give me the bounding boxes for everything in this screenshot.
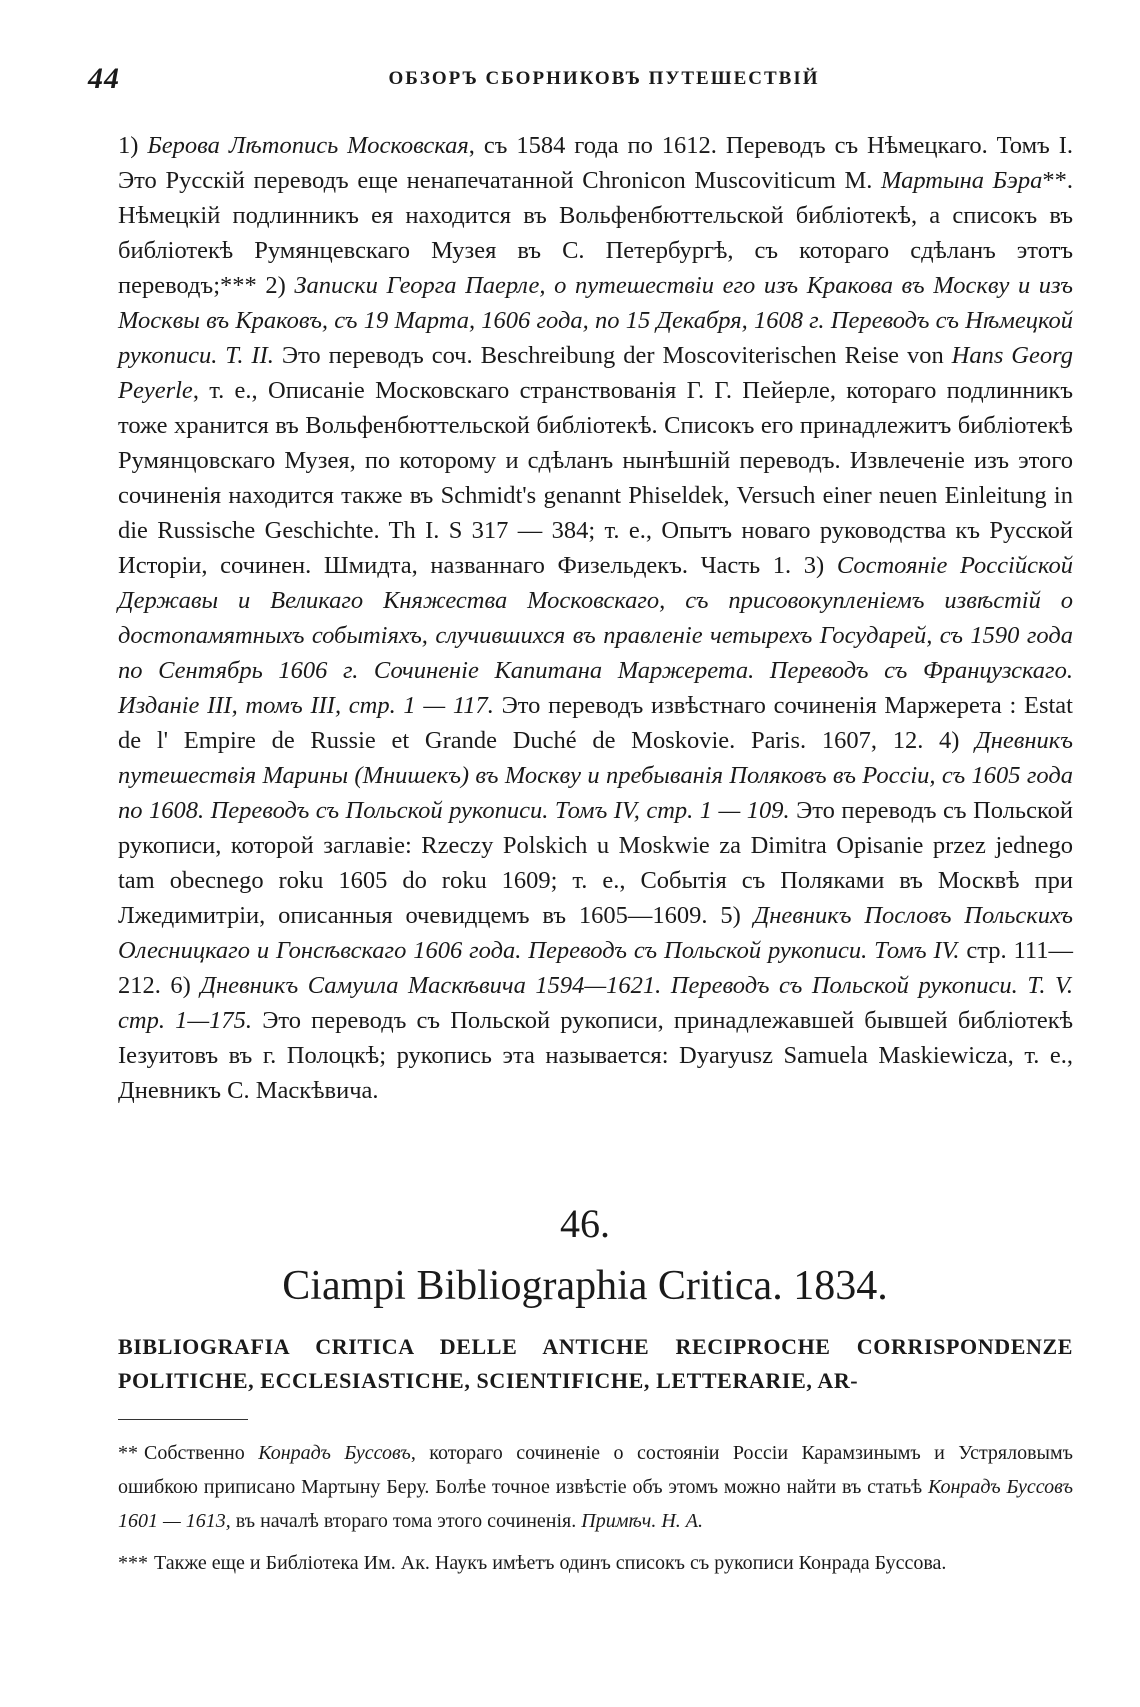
- body-italic-segment: Мартына Бэра: [881, 167, 1043, 194]
- body-italic-segment: Hans Georg Peyerle: [118, 342, 1074, 404]
- footnote-2: [118, 1546, 1073, 1580]
- body-italic-segment: Дневникъ Пословъ Польскихъ Олесницкаго и Гонсѣвскаго 1606 года. Переводъ съ Польской рукописи. Томъ IV.: [118, 902, 1073, 964]
- body-text-segment: Это переводъ съ Польской рукописи, которой заглавіе: Rzeczy Polskich u Moskwie za Dimitra Opisanie przez jednego tam obecnego roku 1605 do roku 1609; т. е., Событія съ Поляками въ Москвѣ при Лжедимитріи, описанныя очевидцемъ въ 1605—1609. 5): [118, 797, 1073, 929]
- page-number: 44: [88, 62, 120, 95]
- footnote-marker: **: [118, 1442, 138, 1464]
- body-italic-segment: Записки Георга Паерле, о путешествіи его изъ Кракова въ Москву и изъ Москвы въ Краковъ, съ 19 Марта, 1606 года, по 15 Декабря, 1608 г. Переводъ съ Нѣмецкой рукописи. Т. II.: [118, 272, 1074, 369]
- main-paragraph: [118, 128, 1073, 1108]
- body-italic-segment: Дневникъ путешествія Марины (Мнишекъ) въ Москву и пребыванія Поляковъ въ Россіи, съ 1605 года по 1608. Переводъ съ Польской рукописи. Томъ IV, стр. 1 — 109.: [118, 727, 1073, 824]
- body-text-segment: стр. 111—212. 6): [118, 937, 1073, 999]
- footnote-italic-segment: Конрадъ Буссовъ 1601 — 1613,: [118, 1476, 1073, 1532]
- footnote-italic-segment: Примѣч. Н. А.: [581, 1510, 703, 1532]
- footnote-italic-segment: Конрадъ Буссовъ: [258, 1442, 411, 1464]
- body-italic-segment: Состояніе Россійской Державы и Великаго Княжества Московскаго, съ присовокупленіемъ извѣстій о достопамятныхъ событіяхъ, случившихся въ правленіе четырехъ Государей, съ 1590 года по Сентябрь 1606 г. Сочиненіе Капитана Маржерета. Переводъ съ Французскаго. Изданіе III, томъ III, стр. 1 — 117.: [118, 552, 1073, 719]
- footnote-divider: [118, 1419, 248, 1420]
- body-text-segment: , съ 1584 года по 1612. Переводъ съ Нѣмецкаго. Томъ I. Это Русскій переводъ еще ненапечатанной Chronicon Muscoviticum М.: [118, 132, 1073, 194]
- section-subtitle: BIBLIOGRAFIA CRITICA DELLE ANTICHE RECIPROCHE CORRISPONDENZE POLITICHE, ECCLESIASTICHE, SCIENTIFICHE, LETTERARIE, AR-: [118, 1334, 1073, 1393]
- body-italic-segment: Берова Лѣтопись Московская: [147, 132, 469, 159]
- body-text-segment: Это переводъ соч. Beschreibung der Moscoviterischen Reise von: [273, 342, 952, 369]
- body-text-segment: **. Нѣмецкій подлинникъ ея находится въ Вольфенбюттельской библіотекѣ, а списокъ въ библіотекѣ Румянцевскаго Музея въ С. Петербургѣ, съ котораго сдѣланъ этотъ переводъ;*** 2): [118, 167, 1073, 299]
- page-header: [88, 62, 1080, 102]
- footnote-text-segment: , котораго сочиненіе о состояніи Россіи Карамзинымъ и Устряловымъ ошибкою приписано Мартыну Беру. Болѣе точное извѣстіе объ этомъ можно найти въ статьѣ: [118, 1442, 1073, 1498]
- footnote-text-segment: въ началѣ втораго тома этого сочиненія.: [230, 1510, 582, 1532]
- footnote-1: [118, 1436, 1073, 1538]
- footnote-text-segment: Собственно: [144, 1442, 259, 1464]
- footnotes: [118, 1436, 1073, 1588]
- footnote-text-segment: Также еще и Библіотека Им. Ак. Наукъ имѣетъ одинъ списокъ съ рукописи Конрада Буссова.: [154, 1552, 947, 1574]
- body-text-segment: Это переводъ съ Польской рукописи, принадлежавшей бывшей библіотекѣ Іезуитовъ въ г. Полоцкѣ; рукопись эта называется: Dyaryusz Samuela Maskiewicza, т. е., Дневникъ С. Маскѣвича.: [118, 1007, 1073, 1104]
- running-title: ОБЗОРЪ СБОРНИКОВЪ ПУТЕШЕСТВІЙ: [388, 68, 820, 89]
- body-text-segment: Это переводъ извѣстнаго сочиненія Маржерета : Estat de l' Empire de Russie et Grande Duché de Moskovie. Paris. 1607, 12. 4): [118, 692, 1073, 754]
- body-text-segment: 1): [118, 132, 148, 159]
- body-text-segment: , т. е., Описаніе Московскаго странствованія Г. Г. Пейерле, котораго подлинникъ тоже хранится въ Вольфенбюттельской библіотекѣ. Списокъ его принадлежитъ библіотекѣ Румянцовскаго Музея, по которому и сдѣланъ нынѣшній переводъ. Извлеченіе изъ этого сочиненія находится также въ Schmidt's genannt Phiseldek, Versuch einer neuen Einleitung in die Russische Geschichte. Th I. S 317 — 384; т. е., Опытъ новаго руководства къ Русской Исторіи, сочинен. Шмидта, названнаго Физельдекъ. Часть 1. 3): [118, 377, 1073, 579]
- footnote-marker: ***: [118, 1552, 148, 1574]
- body-italic-segment: Дневникъ Самуила Маскѣвича 1594—1621. Переводъ съ Польской рукописи. Т. V. стр. 1—175.: [118, 972, 1073, 1034]
- section-title: Ciampi Bibliographia Critica. 1834.: [282, 1263, 888, 1309]
- section-number: 46.: [560, 1201, 610, 1246]
